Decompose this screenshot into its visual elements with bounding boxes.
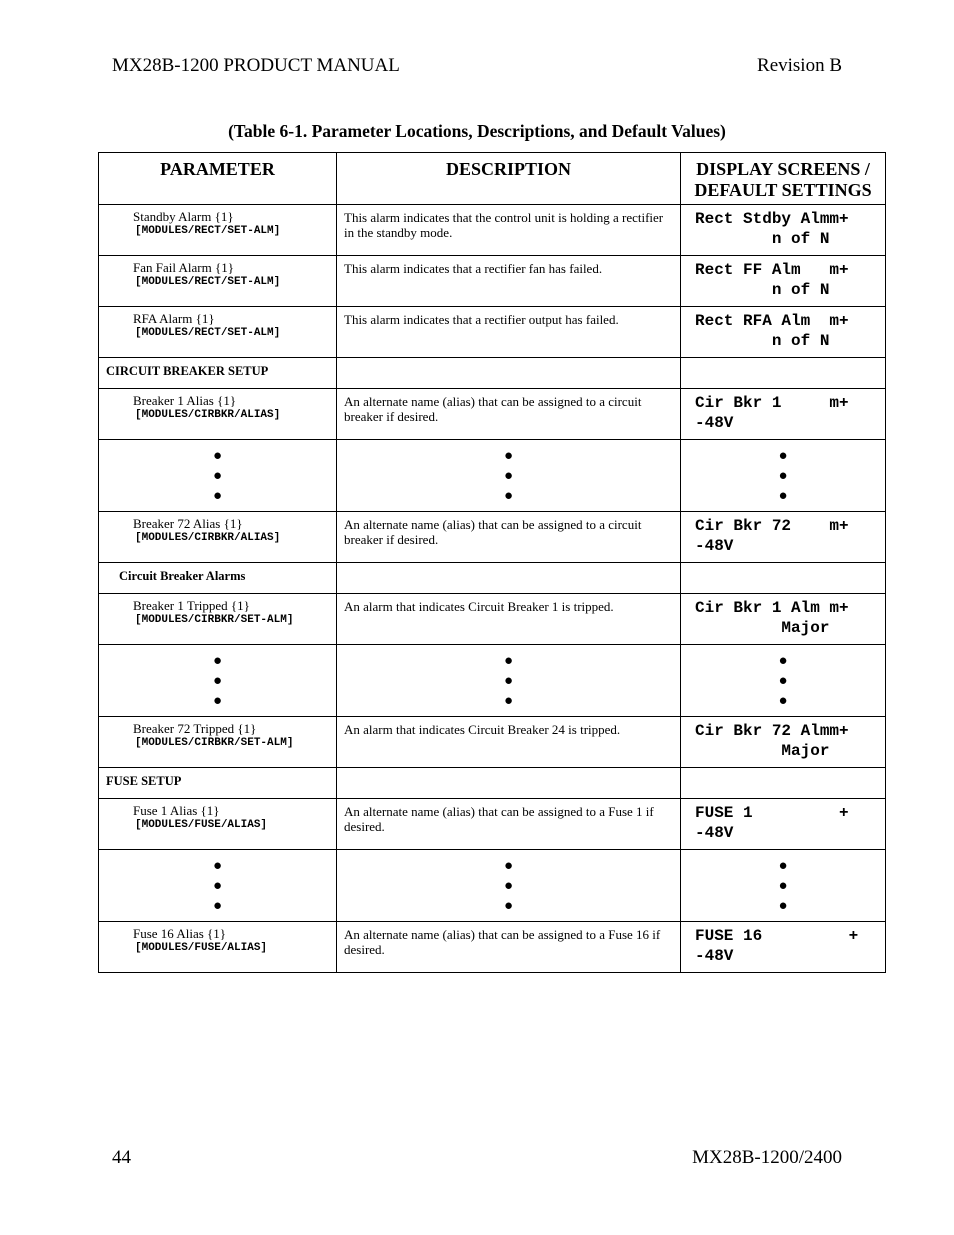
ellipsis-cell bbox=[681, 645, 886, 717]
parameter-description: An alarm that indicates Circuit Breaker 1 is tripped. bbox=[344, 599, 614, 614]
vertical-ellipsis-icon: ● ● ● bbox=[212, 858, 223, 914]
section-empty-cell bbox=[337, 563, 681, 594]
ellipsis-row bbox=[99, 850, 886, 922]
parameter-cell bbox=[99, 922, 337, 973]
parameter-name: Breaker 1 Alias {1} bbox=[133, 393, 237, 408]
ellipsis-cell bbox=[99, 645, 337, 717]
display-screen-text: Rect FF Alm m+ n of N bbox=[695, 261, 849, 299]
display-cell bbox=[681, 799, 886, 850]
vertical-ellipsis-icon: ● ● ● bbox=[503, 858, 514, 914]
vertical-ellipsis-icon: ● ● ● bbox=[212, 653, 223, 709]
header-title: MX28B-1200 PRODUCT MANUAL bbox=[112, 55, 400, 76]
vertical-ellipsis-icon: ● ● ● bbox=[778, 858, 788, 914]
parameter-description: An alarm that indicates Circuit Breaker 24 is tripped. bbox=[344, 722, 621, 737]
vertical-ellipsis-icon: ● ● ● bbox=[503, 448, 514, 504]
column-header-display: DISPLAY SCREENS / DEFAULT SETTINGS bbox=[681, 153, 886, 205]
section-row bbox=[99, 563, 886, 594]
parameter-name: RFA Alarm {1} bbox=[133, 311, 215, 326]
section-row bbox=[99, 768, 886, 799]
display-cell bbox=[681, 594, 886, 645]
ellipsis-cell bbox=[99, 850, 337, 922]
ellipsis-cell bbox=[337, 850, 681, 922]
parameter-description: An alternate name (alias) that can be assigned to a Fuse 1 if desired. bbox=[344, 804, 654, 834]
parameter-cell bbox=[99, 307, 337, 358]
table-row bbox=[99, 205, 886, 256]
parameter-description: This alarm indicates that the control unit is holding a rectifier in the standby mode. bbox=[344, 210, 664, 240]
parameter-description: This alarm indicates that a rectifier output has failed. bbox=[344, 312, 619, 327]
display-cell bbox=[681, 717, 886, 768]
description-cell bbox=[337, 256, 681, 307]
column-header-parameter: PARAMETER bbox=[99, 153, 337, 205]
section-title: Circuit Breaker Alarms bbox=[119, 569, 246, 583]
parameter-name: Fan Fail Alarm {1} bbox=[133, 260, 234, 275]
parameter-name: Breaker 1 Tripped {1} bbox=[133, 598, 250, 613]
parameter-name: Breaker 72 Tripped {1} bbox=[133, 721, 257, 736]
description-cell bbox=[337, 799, 681, 850]
parameter-path: [MODULES/CIRBKR/ALIAS] bbox=[135, 532, 281, 544]
parameter-path: [MODULES/RECT/SET-ALM] bbox=[135, 225, 281, 237]
parameter-description: An alternate name (alias) that can be assigned to a circuit breaker if desired. bbox=[344, 517, 642, 547]
parameter-path: [MODULES/CIRBKR/SET-ALM] bbox=[135, 614, 294, 626]
vertical-ellipsis-icon: ● ● ● bbox=[778, 448, 788, 504]
parameter-cell bbox=[99, 256, 337, 307]
table-row bbox=[99, 389, 886, 440]
display-screen-text: Rect Stdby Almm+ n of N bbox=[695, 210, 849, 248]
table-caption: (Table 6-1. Parameter Locations, Descriptions, and Default Values) bbox=[228, 121, 726, 141]
display-screen-text: FUSE 1 + -48V bbox=[695, 804, 849, 842]
parameter-path: [MODULES/RECT/SET-ALM] bbox=[135, 276, 281, 288]
page-number: 44 bbox=[112, 1147, 131, 1168]
section-row bbox=[99, 358, 886, 389]
description-cell bbox=[337, 205, 681, 256]
table-row bbox=[99, 307, 886, 358]
parameter-cell bbox=[99, 594, 337, 645]
display-cell bbox=[681, 256, 886, 307]
parameter-cell bbox=[99, 799, 337, 850]
table-row bbox=[99, 717, 886, 768]
vertical-ellipsis-icon: ● ● ● bbox=[503, 653, 514, 709]
parameter-name: Standby Alarm {1} bbox=[133, 209, 234, 224]
parameter-name: Fuse 16 Alias {1} bbox=[133, 926, 227, 941]
parameter-description: This alarm indicates that a rectifier fan has failed. bbox=[344, 261, 603, 276]
display-cell bbox=[681, 922, 886, 973]
parameter-description: An alternate name (alias) that can be assigned to a Fuse 16 if desired. bbox=[344, 927, 661, 957]
parameter-description: An alternate name (alias) that can be assigned to a circuit breaker if desired. bbox=[344, 394, 642, 424]
display-screen-text: FUSE 16 + -48V bbox=[695, 927, 859, 965]
section-empty-cell bbox=[681, 768, 886, 799]
header-revision: Revision B bbox=[757, 55, 842, 76]
table-row bbox=[99, 799, 886, 850]
ellipsis-cell bbox=[337, 645, 681, 717]
table-row bbox=[99, 256, 886, 307]
display-screen-text: Cir Bkr 72 m+ -48V bbox=[695, 517, 849, 555]
parameter-path: [MODULES/CIRBKR/SET-ALM] bbox=[135, 737, 294, 749]
parameter-name: Breaker 72 Alias {1} bbox=[133, 516, 243, 531]
ellipsis-row bbox=[99, 440, 886, 512]
ellipsis-row bbox=[99, 645, 886, 717]
display-cell bbox=[681, 205, 886, 256]
parameter-cell bbox=[99, 389, 337, 440]
description-cell bbox=[337, 922, 681, 973]
vertical-ellipsis-icon: ● ● ● bbox=[778, 653, 788, 709]
vertical-ellipsis-icon: ● ● ● bbox=[212, 448, 223, 504]
section-empty-cell bbox=[337, 358, 681, 389]
section-empty-cell bbox=[681, 563, 886, 594]
section-title: CIRCUIT BREAKER SETUP bbox=[106, 364, 269, 378]
parameter-cell bbox=[99, 205, 337, 256]
ellipsis-cell bbox=[99, 440, 337, 512]
table-row bbox=[99, 594, 886, 645]
table-body bbox=[99, 205, 886, 973]
parameter-path: [MODULES/RECT/SET-ALM] bbox=[135, 327, 281, 339]
parameter-name: Fuse 1 Alias {1} bbox=[133, 803, 220, 818]
ellipsis-cell bbox=[337, 440, 681, 512]
display-cell bbox=[681, 512, 886, 563]
section-title: FUSE SETUP bbox=[106, 774, 182, 788]
description-cell bbox=[337, 717, 681, 768]
section-cell bbox=[99, 358, 337, 389]
description-cell bbox=[337, 594, 681, 645]
display-screen-text: Cir Bkr 1 Alm m+ Major bbox=[695, 599, 849, 637]
table-row bbox=[99, 512, 886, 563]
section-empty-cell bbox=[681, 358, 886, 389]
parameter-path: [MODULES/FUSE/ALIAS] bbox=[135, 942, 268, 954]
parameter-cell bbox=[99, 512, 337, 563]
description-cell bbox=[337, 512, 681, 563]
footer-model: MX28B-1200/2400 bbox=[692, 1147, 842, 1168]
display-screen-text: Cir Bkr 1 m+ -48V bbox=[695, 394, 849, 432]
display-screen-text: Cir Bkr 72 Almm+ Major bbox=[695, 722, 849, 760]
display-screen-text: Rect RFA Alm m+ n of N bbox=[695, 312, 849, 350]
section-cell bbox=[99, 768, 337, 799]
section-cell bbox=[99, 563, 337, 594]
description-cell bbox=[337, 307, 681, 358]
table-row bbox=[99, 922, 886, 973]
section-empty-cell bbox=[337, 768, 681, 799]
display-cell bbox=[681, 307, 886, 358]
ellipsis-cell bbox=[681, 850, 886, 922]
parameter-table bbox=[98, 152, 886, 973]
ellipsis-cell bbox=[681, 440, 886, 512]
parameter-cell bbox=[99, 717, 337, 768]
description-cell bbox=[337, 389, 681, 440]
display-cell bbox=[681, 389, 886, 440]
column-header-description: DESCRIPTION bbox=[337, 153, 681, 205]
parameter-path: [MODULES/CIRBKR/ALIAS] bbox=[135, 409, 281, 421]
parameter-path: [MODULES/FUSE/ALIAS] bbox=[135, 819, 268, 831]
